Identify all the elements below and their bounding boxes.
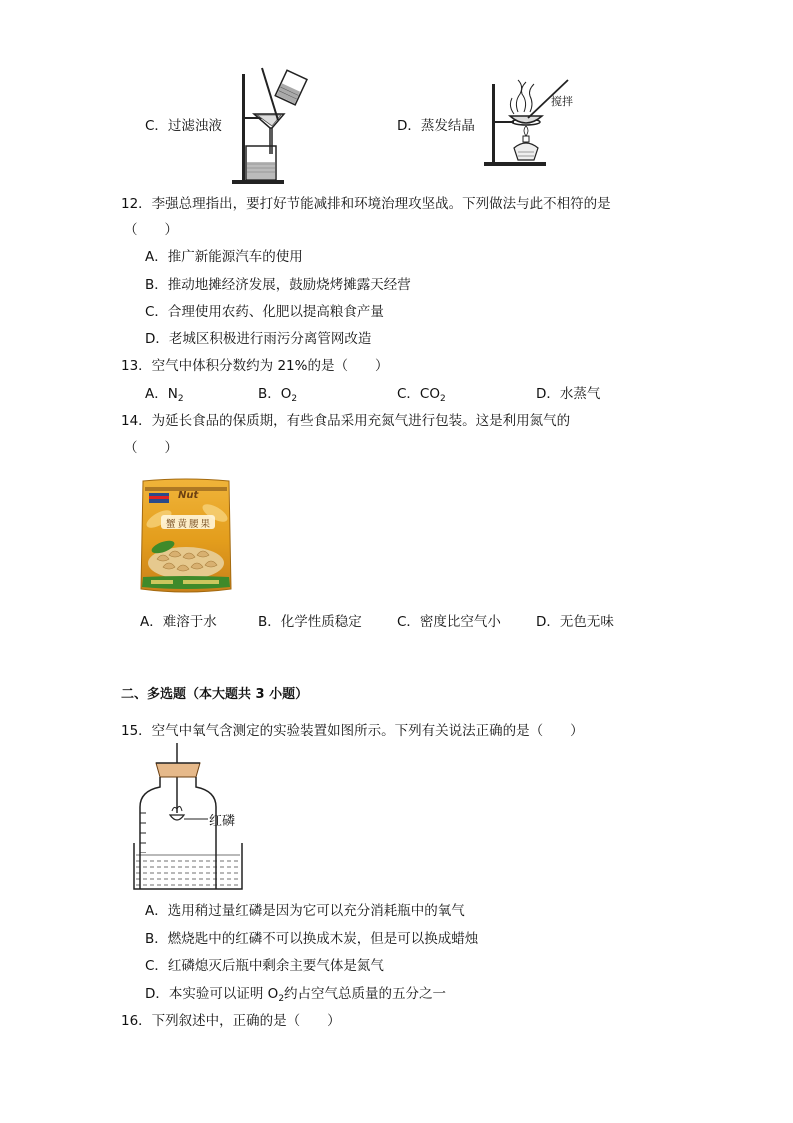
q11-option-d: D．蒸发结晶 — [397, 118, 475, 134]
q14-stem-line1: 14．为延长食品的保质期，有些食品采用充氮气进行包装。这是利用氮气的 — [121, 413, 571, 429]
q15-option-d: D．本实验可以证明 $O_2$约占空气总质量的五分之一 — [145, 986, 447, 1004]
q13-option-d: D．水蒸气 — [536, 386, 601, 402]
evaporation-apparatus-figure — [484, 78, 584, 168]
q14-stem-line2: （ ） — [124, 440, 178, 456]
bag-brand: Nut — [178, 490, 199, 501]
q12-stem-line2: （ ） — [124, 222, 178, 238]
stir-label: 搅拌 — [551, 95, 573, 108]
q14-option-b: B．化学性质稳定 — [258, 614, 362, 630]
q15-option-c: C．红磷熄灭后瓶中剩余主要气体是氮气 — [145, 958, 384, 974]
q13-option-a: A．$N_2$ — [145, 386, 184, 404]
q14-option-c: C．密度比空气小 — [397, 614, 501, 630]
q16-stem: 16．下列叙述中，正确的是（ ） — [121, 1013, 341, 1029]
section-title: 二、多选题（本大题共 3 小题） — [121, 687, 309, 702]
red-phosphorus-label: 红磷 — [209, 814, 236, 829]
q15-stem: 15．空气中氧气含测定的实验装置如图所示。下列有关说法正确的是（ ） — [121, 723, 584, 739]
q14-option-a: A．难溶于水 — [140, 614, 217, 630]
q13-option-c: C．$CO_2$ — [397, 386, 446, 404]
q12-option-d: D．老城区积极进行雨污分离管网改造 — [145, 331, 372, 347]
q13-option-b: B．$O_2$ — [258, 386, 298, 404]
q12-option-c: C．合理使用农药、化肥以提高粮食产量 — [145, 304, 384, 320]
bag-title: 蟹黄腰果 — [166, 519, 213, 530]
q11-option-c: C．过滤浊液 — [145, 118, 222, 134]
q12-option-a: A．推广新能源汽车的使用 — [145, 249, 303, 265]
q15-option-a: A．选用稍过量红磷是因为它可以充分消耗瓶中的氧气 — [145, 903, 465, 919]
q14-option-d: D．无色无味 — [536, 614, 614, 630]
q13-stem: 13．空气中体积分数约为 21%的是（ ） — [121, 358, 389, 374]
filtration-apparatus-figure — [232, 68, 312, 188]
q12-option-b: B．推动地摊经济发展，鼓励烧烤摊露天经营 — [145, 277, 411, 293]
q15-option-b: B．燃烧匙中的红磷不可以换成木炭，但是可以换成蜡烛 — [145, 931, 479, 947]
q12-stem-line1: 12．李强总理指出，要打好节能减排和环境治理攻坚战。下列做法与此不相符的是 — [121, 196, 611, 212]
